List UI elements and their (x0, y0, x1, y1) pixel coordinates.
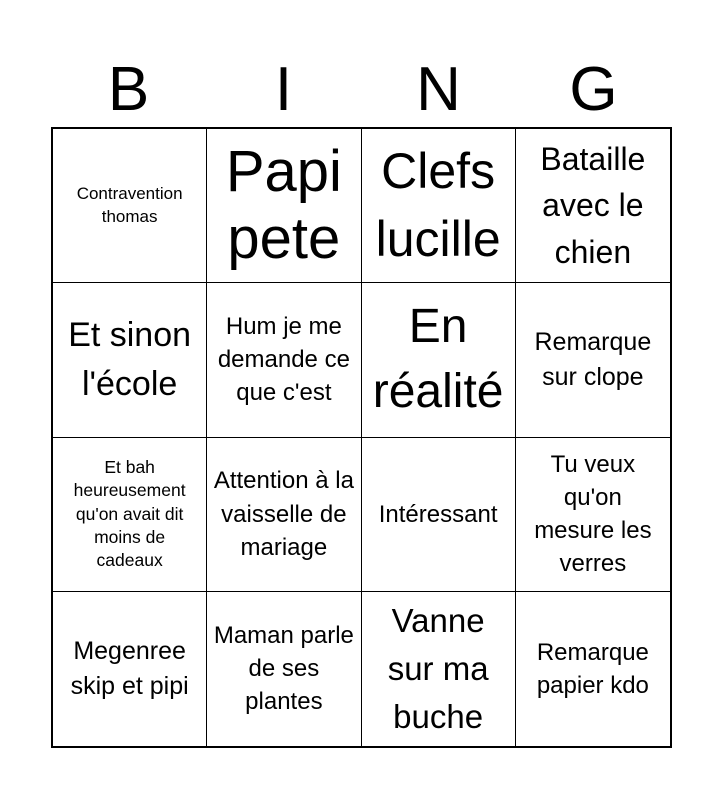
bingo-cell-r3c1[interactable] (53, 438, 207, 592)
bingo-cell-r1c1[interactable] (53, 129, 207, 283)
bingo-cell-r2c2[interactable] (207, 283, 361, 437)
cell-text: En réalité (372, 300, 504, 418)
cell-text: Remarque sur clope (534, 328, 652, 391)
cell-text: Maman parle de ses plantes (213, 622, 354, 716)
header-letter-n: N (416, 55, 461, 124)
cell-text: Hum je me demande ce que c'est (217, 313, 350, 407)
bingo-cell-r2c4[interactable] (516, 283, 670, 437)
bingo-cell-r4c2[interactable] (207, 592, 361, 746)
cell-text: Attention à la vaisselle de mariage (213, 467, 354, 561)
bingo-cell-r4c3[interactable] (362, 592, 516, 746)
header-letter-i: I (274, 55, 293, 124)
bingo-cell-r2c3[interactable] (362, 283, 516, 437)
bingo-cell-r1c3[interactable] (362, 129, 516, 283)
bingo-cell-r1c2[interactable] (207, 129, 361, 283)
bingo-cell-r1c4[interactable] (516, 129, 670, 283)
bingo-cell-r4c1[interactable] (53, 592, 207, 746)
header-letter-g: G (569, 55, 618, 124)
bingo-cell-r3c3[interactable] (362, 438, 516, 592)
cell-text: Contravention thomas (76, 184, 183, 226)
cell-text: Papi pete (225, 138, 342, 271)
header-letter-b: B (107, 55, 150, 124)
cell-text: Remarque papier kdo (536, 638, 649, 699)
bingo-cell-r3c4[interactable] (516, 438, 670, 592)
bingo-header (51, 55, 671, 125)
cell-text: Intéressant (378, 500, 498, 528)
bingo-board (51, 127, 672, 748)
cell-text: Et sinon l'école (68, 315, 192, 403)
cell-text: Et bah heureusement qu'on avait dit moins de cadeaux (73, 457, 186, 570)
cell-text: Bataille avec le chien (540, 141, 646, 270)
cell-text: Megenree skip et pipi (70, 637, 189, 700)
bingo-cell-r4c4[interactable] (516, 592, 670, 746)
bingo-cell-r3c2[interactable] (207, 438, 361, 592)
cell-text: Clefs lucille (375, 143, 501, 267)
bingo-cell-r2c1[interactable] (53, 283, 207, 437)
cell-text: Tu veux qu'on mesure les verres (534, 450, 652, 578)
cell-text: Vanne sur ma buche (387, 602, 489, 735)
